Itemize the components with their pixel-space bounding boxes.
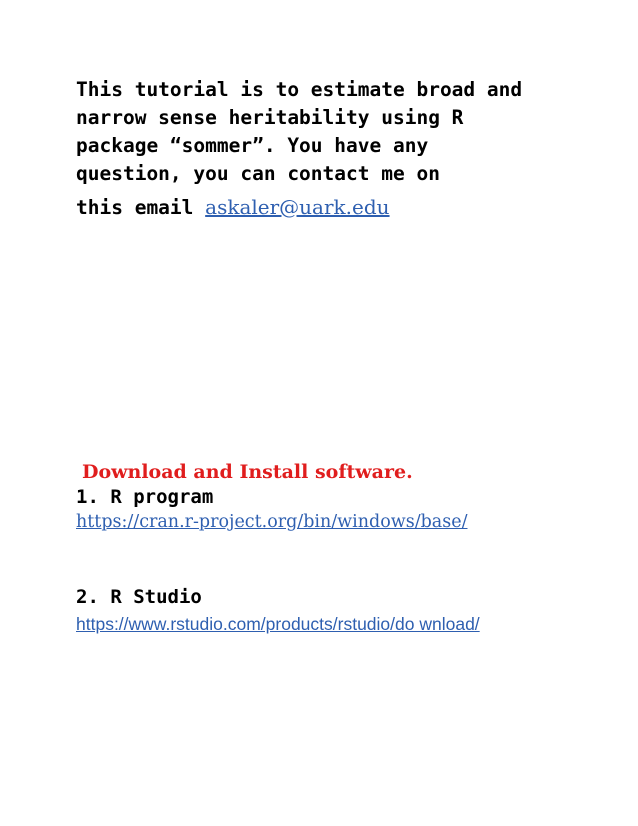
intro-line-3: package “sommer”. You have any <box>76 134 429 157</box>
email-link[interactable]: askaler@uark.edu <box>205 195 390 219</box>
intro-line-4: question, you can contact me on <box>76 162 440 185</box>
rstudio-link[interactable]: https://www.rstudio.com/products/rstudio/do wnload/ <box>76 614 480 634</box>
r-program-label: 1. R program <box>76 486 214 508</box>
r-program-link[interactable]: https://cran.r-project.org/bin/windows/base/ <box>76 512 468 532</box>
intro-line-2: narrow sense heritability using R <box>76 106 464 129</box>
intro-paragraph <box>76 76 576 222</box>
email-prefix: this email <box>76 196 194 219</box>
intro-line-1: This tutorial is to estimate broad and <box>76 78 523 101</box>
rstudio-label: 2. R Studio <box>76 586 202 608</box>
email-line <box>76 193 576 222</box>
download-heading: Download and Install software. <box>82 461 413 483</box>
